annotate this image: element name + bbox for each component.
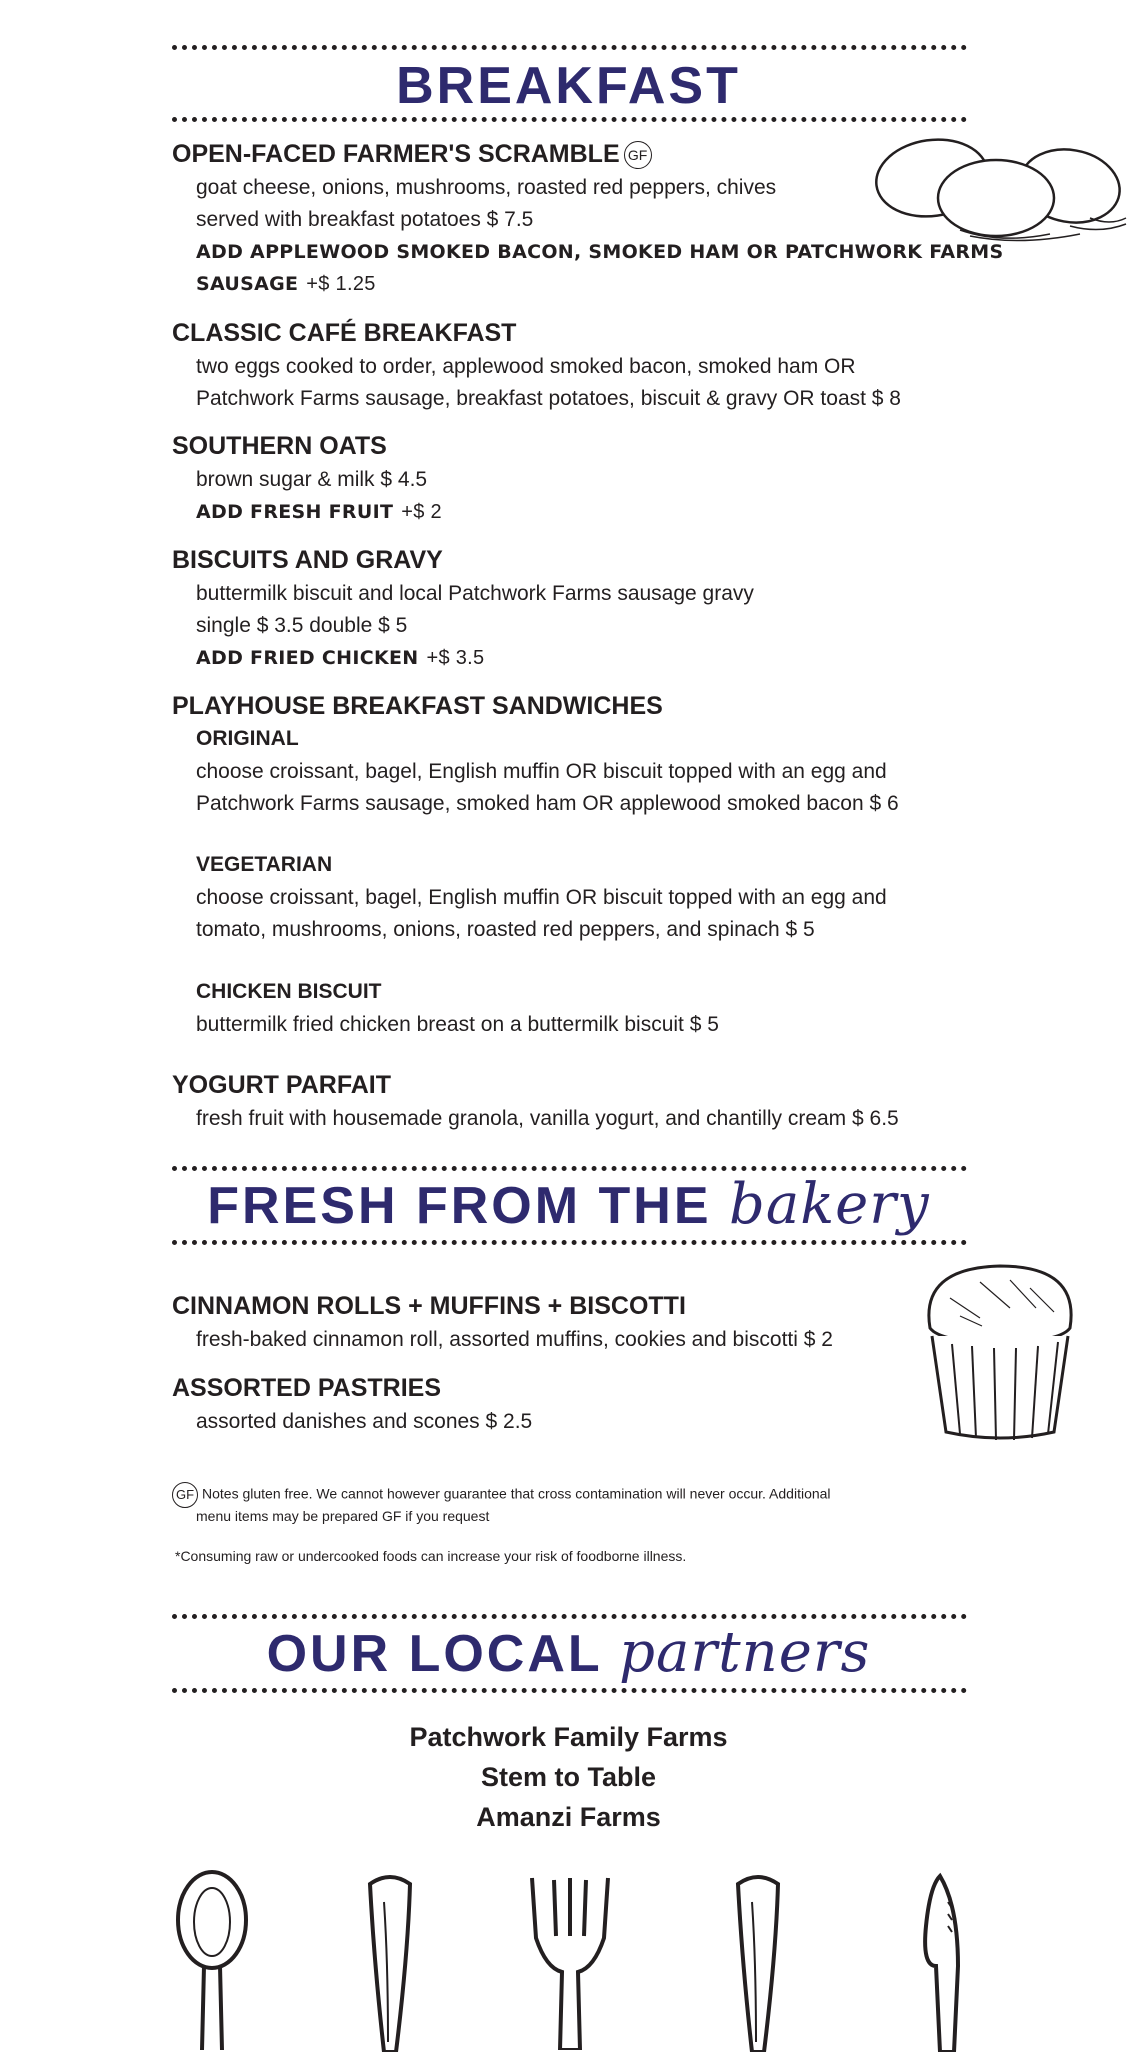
menu-item-description: buttermilk biscuit and local Patchwork Farms sausage gravy	[196, 582, 754, 605]
knife-icon	[728, 1872, 788, 2052]
menu-item-addon: ADD FRIED CHICKEN +$ 3.5	[196, 647, 485, 669]
menu-item-description: fresh fruit with housemade granola, vanilla yogurt, and chantilly cream $ 6.5	[196, 1107, 899, 1130]
divider-top	[172, 45, 967, 50]
menu-item-addon: ADD FRESH FRUIT +$ 2	[196, 501, 442, 523]
menu-item-description: served with breakfast potatoes $ 7.5	[196, 208, 534, 231]
menu-item-description: buttermilk fried chicken breast on a buttermilk biscuit $ 5	[196, 1013, 719, 1036]
menu-item-title: CLASSIC CAFÉ BREAKFAST	[172, 319, 517, 347]
menu-item-title: BISCUITS AND GRAVY	[172, 546, 443, 574]
divider	[172, 1688, 967, 1693]
menu-item-title: OPEN-FACED FARMER'S SCRAMBLE GF	[172, 140, 652, 169]
menu-item-description: fresh-baked cinnamon roll, assorted muffins, cookies and biscotti $ 2	[196, 1328, 833, 1351]
sub-item-title: ORIGINAL	[196, 727, 299, 750]
sub-item-title: VEGETARIAN	[196, 853, 333, 876]
partner-name: Stem to Table	[480, 1762, 657, 1792]
partner-name: Amanzi Farms	[476, 1802, 661, 1832]
divider	[172, 1614, 967, 1619]
menu-item-description: choose croissant, bagel, English muffin OR biscuit topped with an egg and	[196, 886, 887, 909]
menu-item-description: two eggs cooked to order, applewood smoked bacon, smoked ham OR	[196, 355, 856, 378]
butter-knife-icon	[910, 1872, 970, 2052]
gluten-free-badge: GF	[624, 141, 652, 169]
gluten-free-badge: GF	[172, 1482, 198, 1508]
spoon-icon	[170, 1870, 260, 2050]
gluten-free-note-continued: menu items may be prepared GF if you request	[196, 1508, 490, 1524]
menu-item-description: single $ 3.5 double $ 5	[196, 614, 408, 637]
menu-item-description: tomato, mushrooms, onions, roasted red peppers, and spinach $ 5	[196, 918, 815, 941]
partners-heading: OUR LOCAL partners	[266, 1620, 871, 1685]
raw-food-warning: *Consuming raw or undercooked foods can increase your risk of foodborne illness.	[175, 1548, 687, 1564]
divider	[172, 1240, 967, 1245]
muffin-sketch-icon	[910, 1258, 1090, 1448]
menu-item-title: ASSORTED PASTRIES	[172, 1374, 442, 1402]
knife-icon	[360, 1872, 420, 2052]
partner-name: Patchwork Family Farms	[409, 1722, 728, 1752]
menu-item-description: Patchwork Farms sausage, smoked ham OR applewood smoked bacon $ 6	[196, 792, 899, 815]
eggs-sketch-icon	[870, 130, 1130, 250]
menu-item-description: brown sugar & milk $ 4.5	[196, 468, 428, 491]
fork-icon	[520, 1870, 620, 2050]
menu-item-title: YOGURT PARFAIT	[172, 1071, 391, 1099]
breakfast-heading: BREAKFAST	[396, 57, 741, 115]
menu-item-title: SOUTHERN OATS	[172, 432, 387, 460]
sub-item-title: CHICKEN BISCUIT	[196, 980, 382, 1003]
menu-item-title: PLAYHOUSE BREAKFAST SANDWICHES	[172, 692, 663, 720]
menu-item-addon: SAUSAGE +$ 1.25	[196, 273, 376, 295]
gluten-free-note: GF Notes gluten free. We cannot however guarantee that cross contamination will never occur. Additional	[172, 1482, 831, 1508]
bakery-heading: FRESH FROM THE bakery	[207, 1172, 930, 1237]
menu-item-description: goat cheese, onions, mushrooms, roasted red peppers, chives	[196, 176, 777, 199]
menu-item-description: choose croissant, bagel, English muffin OR biscuit topped with an egg and	[196, 760, 887, 783]
divider	[172, 117, 967, 122]
menu-item-addon: ADD APPLEWOOD SMOKED BACON, SMOKED HAM OR PATCHWORK FARMS	[196, 241, 1004, 263]
menu-item-description: assorted danishes and scones $ 2.5	[196, 1410, 533, 1433]
menu-item-description: Patchwork Farms sausage, breakfast potatoes, biscuit & gravy OR toast $ 8	[196, 387, 901, 410]
menu-item-title: CINNAMON ROLLS + MUFFINS + BISCOTTI	[172, 1292, 686, 1320]
divider	[172, 1166, 967, 1171]
